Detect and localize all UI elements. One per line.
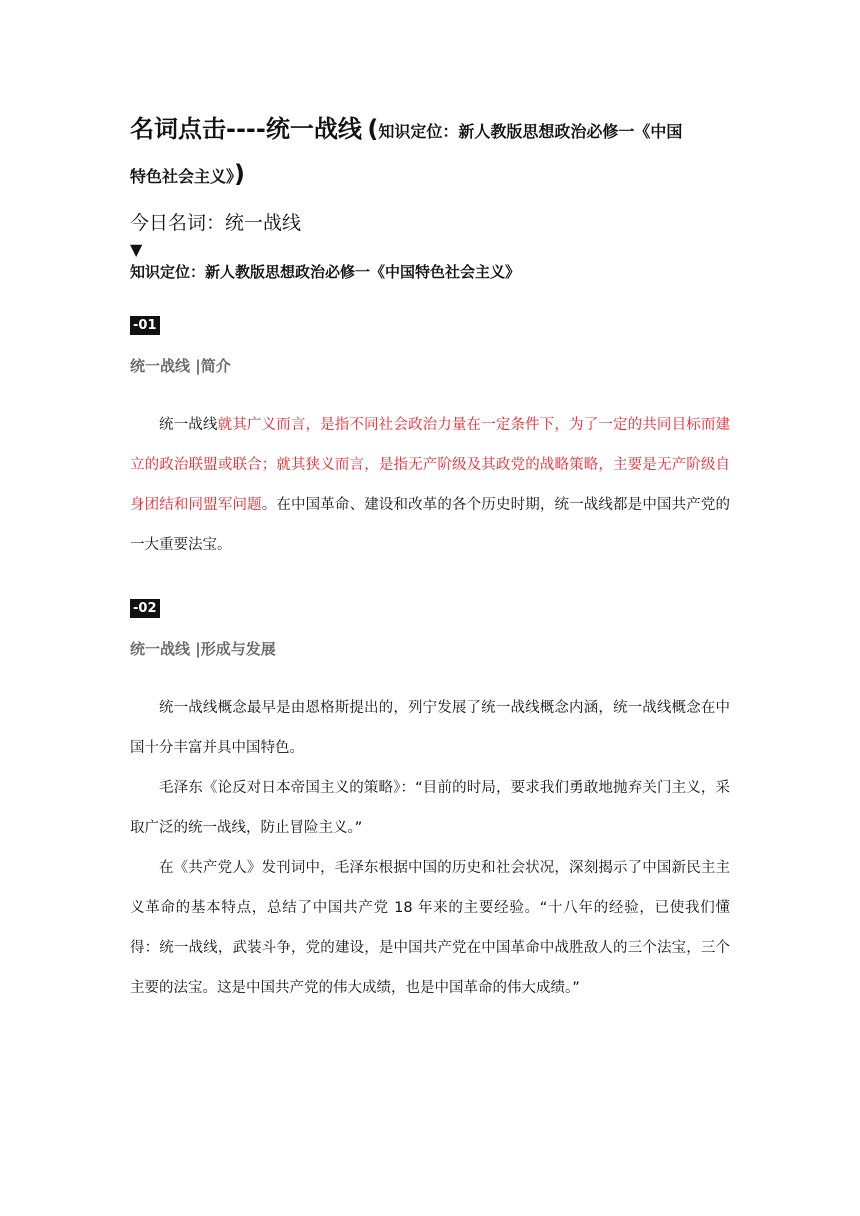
title-subtitle-line1: 知识定位：新人教版思想政治必修一《中国 — [378, 122, 683, 141]
section-number-badge: -01 — [130, 316, 160, 335]
paragraph-tail: 。在中国革命、建设和改革的各个历史时期，统一战线都是中国共产党的一大重要法宝。 — [130, 497, 731, 553]
section-02-paragraph-1: 统一战线概念最早是由恩格斯提出的，列宁发展了统一战线概念内涵，统一战线概念在中国十分丰富并具中国特色。 — [130, 700, 730, 756]
section-02 — [130, 597, 730, 618]
document-page — [130, 108, 730, 1008]
title-paren-close: ) — [234, 160, 245, 188]
definition-highlight: 就其广义而言，是指不同社会政治力量在一定条件下，为了一定的共同目标而建立的政治联盟或联合；就其狭义而言，是指无产阶级及其政党的战略策略，主要是无产阶级自身团结和同盟军问题 — [130, 417, 731, 513]
section-heading: 统一战线 |形成与发展 — [130, 640, 276, 658]
section-02-paragraph-3: 在《共产党人》发刊词中，毛泽东根据中国的历史和社会状况，深刻揭示了中国新民主主义革命的基本特点，总结了中国共产党 18 年来的主要经验。“十八年的经验，已使我们懂得：统一战线，武装斗争，党的建设，是中国共产党在中国革命中战胜敌人的三个法宝，三个主要的法宝。这是中国共产党的伟大成绩，也是中国革命的伟大成绩。” — [130, 860, 730, 996]
title-main: 名词点击----统一战线 — [130, 115, 362, 143]
down-triangle-icon: ▼ — [130, 240, 143, 259]
paragraph-lead: 统一战线 — [159, 417, 218, 433]
section-number-badge: -02 — [130, 599, 160, 618]
section-01 — [130, 314, 730, 335]
document-title-line2 — [130, 153, 730, 198]
section-01-paragraph — [130, 405, 730, 565]
document-title — [130, 108, 730, 153]
section-heading: 统一战线 |简介 — [130, 357, 231, 375]
title-paren-open: ( — [367, 115, 379, 143]
section-02-paragraph-2: 毛泽东《论反对日本帝国主义的策略》：“目前的时局，要求我们勇敢地抛弃关门主义，采取广泛的统一战线，防止冒险主义。” — [130, 780, 730, 836]
knowledge-position: 知识定位：新人教版思想政治必修一《中国特色社会主义》 — [130, 263, 521, 281]
title-subtitle-line2: 特色社会主义》 — [130, 167, 235, 186]
today-term: 今日名词：统一战线 — [130, 212, 302, 234]
